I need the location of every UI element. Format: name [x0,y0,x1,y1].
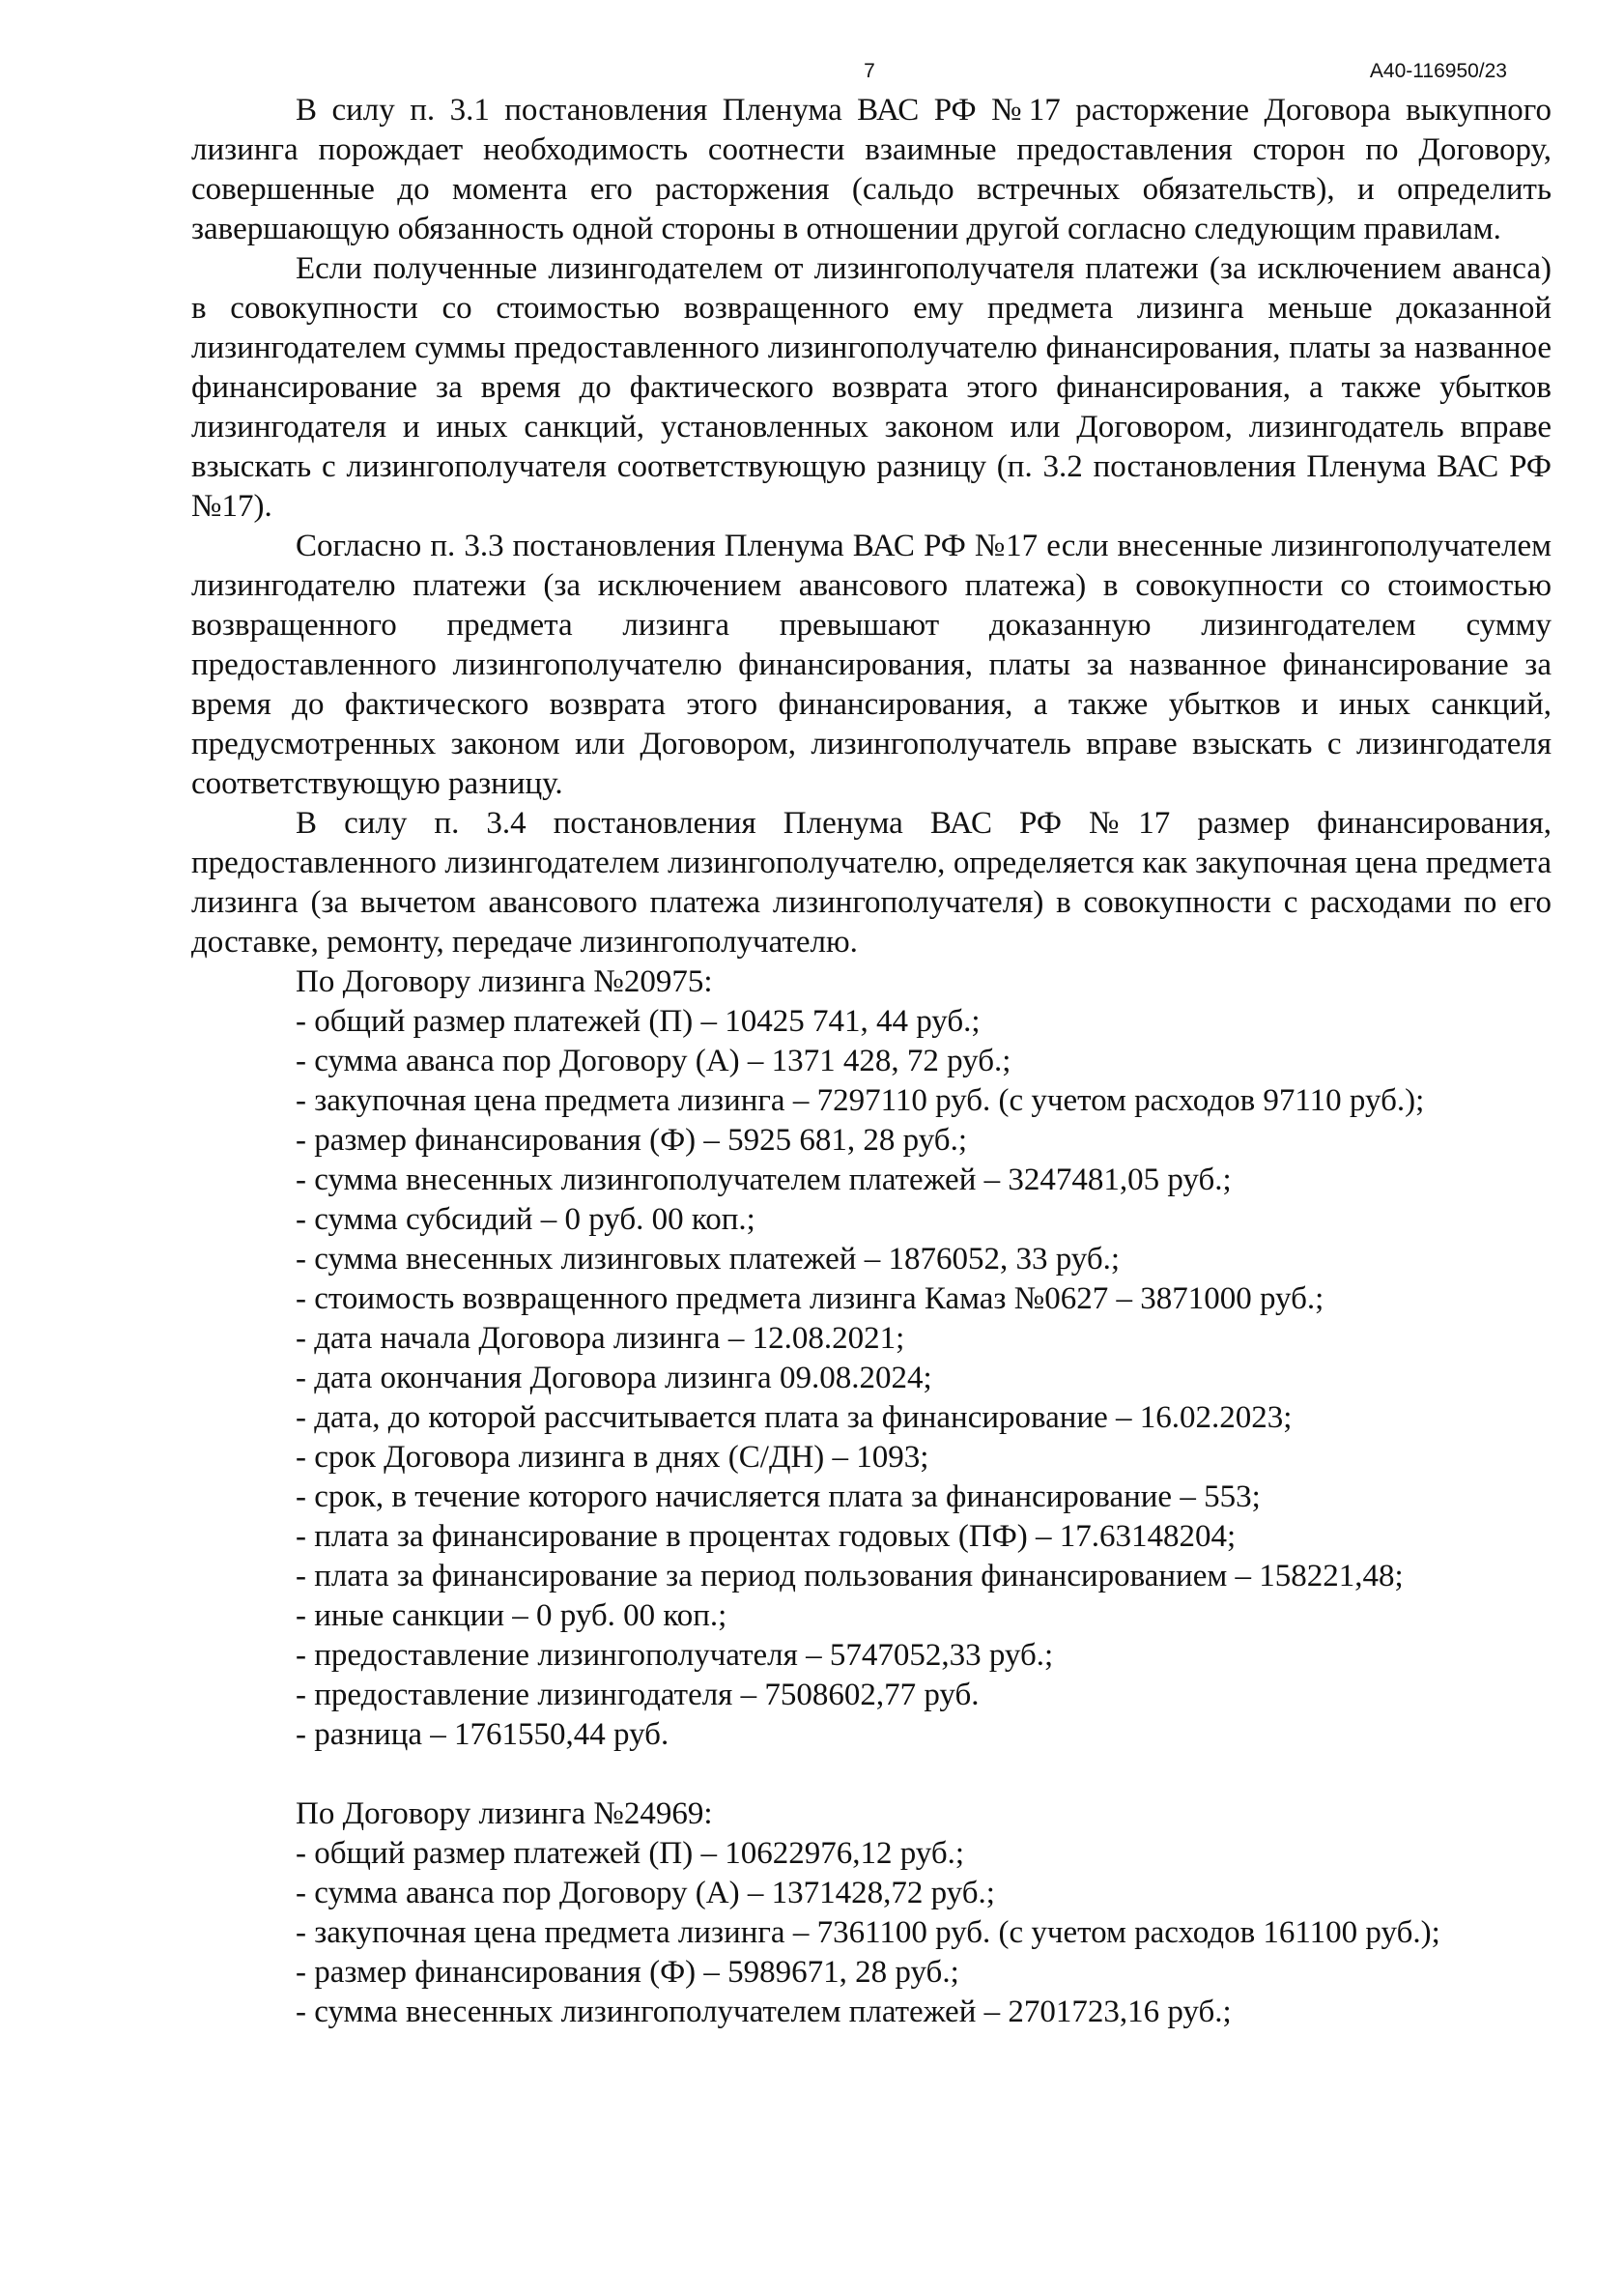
list-item: - дата начала Договора лизинга – 12.08.2021; [296,1321,905,1356]
list-item: - закупочная цена предмета лизинга – 7361100 руб. (с учетом расходов 161100 руб.); [296,1915,1440,1950]
list-item: - дата окончания Договора лизинга 09.08.2024; [296,1361,932,1395]
contract-item-list [191,1834,1552,2032]
list-item: - разница – 1761550,44 руб. [296,1717,669,1752]
list-item: - общий размер платежей (П) – 10425 741, 44 руб.; [296,1004,981,1039]
list-item: - срок Договора лизинга в днях (С/ДН) – 1093; [296,1440,929,1475]
list-item: - стоимость возвращенного предмета лизинга Камаз №0627 – 3871000 руб.; [296,1281,1324,1316]
page-number: 7 [864,60,875,82]
blank-line [191,1755,1552,1794]
list-item: - сумма внесенных лизингополучателем платежей – 2701723,16 руб.; [296,1995,1232,2029]
list-item: - сумма внесенных лизинговых платежей – 1876052, 33 руб.; [296,1242,1121,1277]
list-item: - сумма аванса пор Договору (А) – 1371428,72 руб.; [296,1876,995,1910]
list-item: - иные санкции – 0 руб. 00 коп.; [296,1598,727,1633]
paragraph: В силу п. 3.4 постановления Пленума ВАС РФ №17 размер финансирования, предоставленного лизингодателем лизингополучателю, определяется как закупочная цена предмета лизинга (за вычетом авансового платежа лизингополучателя) в совокупности с расходами по его доставке, ремонту, передаче лизингополучателю. [191,806,1552,960]
list-item: - предоставление лизингополучателя – 5747052,33 руб.; [296,1638,1054,1673]
document-body [191,91,1552,2032]
case-number: А40-116950/23 [1369,60,1507,82]
paragraph: Согласно п. 3.3 постановления Пленума ВАС РФ №17 если внесенные лизингополучателем лизингодателю платежи (за исключением авансового платежа) в совокупности со стоимостью возвращенного предмета лизинга превышают доказанную лизингодателем сумму предоставленного лизингополучателю финансирования, платы за названное финансирование за время до фактического возврата этого финансирования, а также убытков и иных санкций, предусмотренных законом или Договором, лизингополучатель вправе взыскать с лизингодателя соответствующую разницу. [191,529,1552,801]
list-item: - предоставление лизингодателя – 7508602,77 руб. [296,1678,980,1712]
list-item: - плата за финансирование за период пользования финансированием – 158221,48; [296,1559,1404,1593]
list-item: - сумма аванса пор Договору (А) – 1371 428, 72 руб.; [296,1044,1011,1078]
list-item: - плата за финансирование в процентах годовых (ПФ) – 17.63148204; [296,1519,1237,1554]
list-item: - общий размер платежей (П) – 10622976,12 руб.; [296,1836,965,1871]
list-item: - срок, в течение которого начисляется плата за финансирование – 553; [296,1479,1261,1514]
contract-item-list [191,1002,1552,1755]
list-item: - закупочная цена предмета лизинга – 7297110 руб. (с учетом расходов 97110 руб.); [296,1083,1425,1118]
list-item: - сумма субсидий – 0 руб. 00 коп.; [296,1202,755,1237]
paragraph: В силу п. 3.1 постановления Пленума ВАС РФ №17 расторжение Договора выкупного лизинга порождает необходимость соотнести взаимные предоставления сторон по Договору, совершенные до момента его расторжения (сальдо встречных обязательств), и определить завершающую обязанность одной стороны в отношении другой согласно следующим правилам. [191,93,1552,246]
list-item: - дата, до которой рассчитывается плата за финансирование – 16.02.2023; [296,1400,1293,1435]
list-item: - размер финансирования (Ф) – 5989671, 28 руб.; [296,1955,959,1990]
contract-title: По Договору лизинга №24969: [296,1796,713,1831]
contract-title: По Договору лизинга №20975: [296,964,713,999]
paragraph: Если полученные лизингодателем от лизингополучателя платежи (за исключением аванса) в совокупности со стоимостью возвращенного ему предмета лизинга меньше доказанной лизингодателем суммы предоставленного лизингополучателю финансирования, платы за названное финансирование за время до фактического возврата этого финансирования, а также убытков лизингодателя и иных санкций, установленных законом или Договором, лизингодатель вправе взыскать с лизингополучателя соответствующую разницу (п. 3.2 постановления Пленума ВАС РФ №17). [191,251,1552,524]
list-item: - размер финансирования (Ф) – 5925 681, 28 руб.; [296,1123,967,1158]
list-item: - сумма внесенных лизингополучателем платежей – 3247481,05 руб.; [296,1162,1232,1197]
